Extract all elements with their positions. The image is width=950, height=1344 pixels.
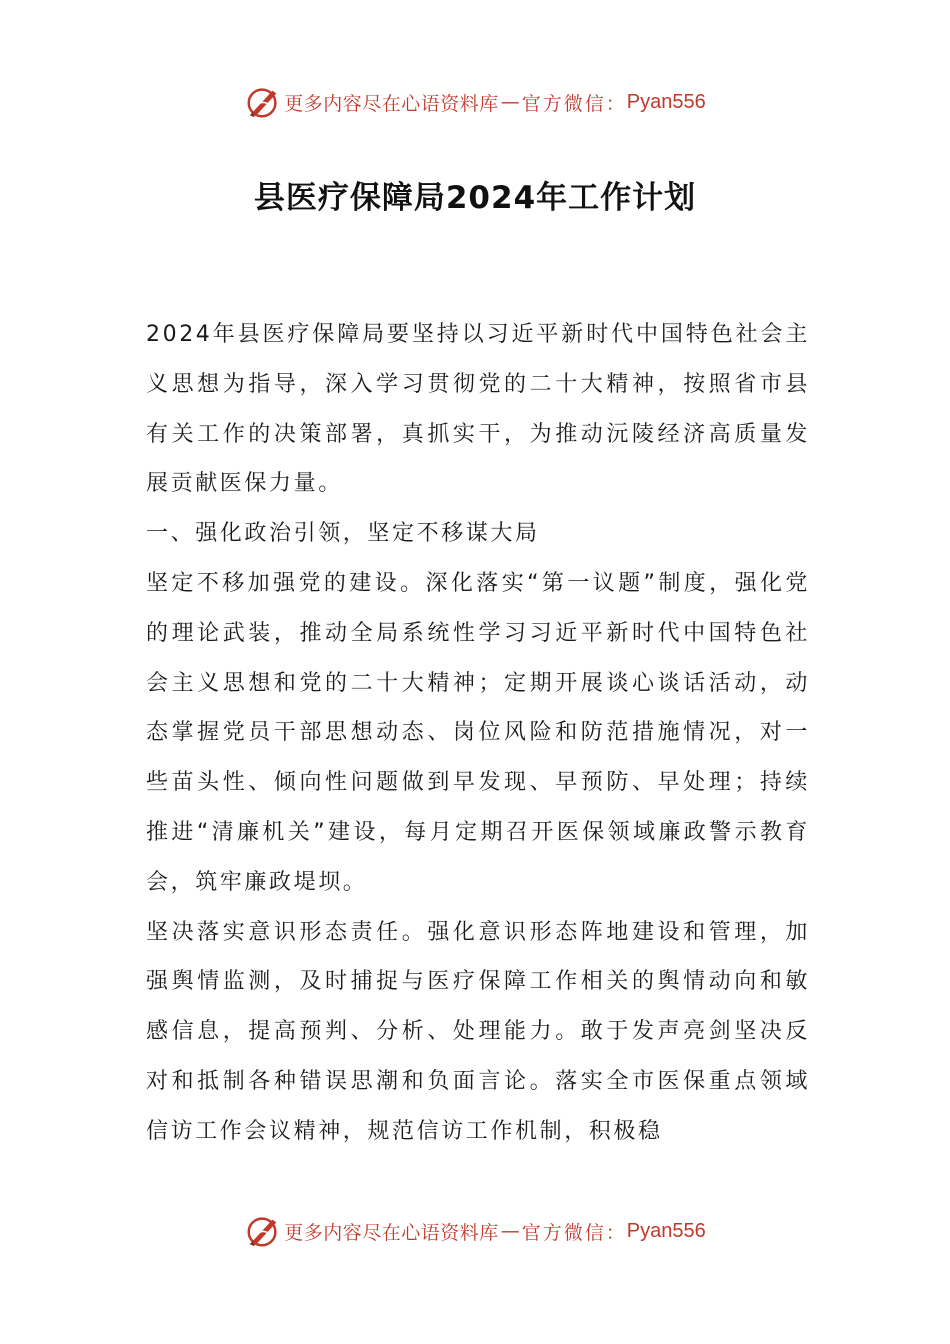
- intro-paragraph: 2024年县医疗保障局要坚持以习近平新时代中国特色社会主义思想为指导，深入学习贯彻党的二十大精神，按照省市县有关工作的决策部署，真抓实干，为推动沅陵经济高质量发展贡献医保力量。: [146, 322, 810, 497]
- banner-dash: —: [500, 1220, 520, 1242]
- banner-label: 官方微信：: [521, 1221, 627, 1244]
- section-heading: 一、强化政治引领，坚定不移谋大局: [146, 521, 540, 547]
- document-body: [146, 310, 810, 1157]
- pen-logo-icon: [244, 1212, 282, 1250]
- banner-wechat-id: Pyan556: [626, 90, 706, 113]
- body-paragraph: 坚决落实意识形态责任。强化意识形态阵地建设和管理，加强舆情监测，及时捕捉与医疗保障工作相关的舆情动向和敏感信息，提高预判、分析、处理能力。敢于发声亮剑坚决反对和抵制各种错误思潮和负面言论。落实全市医保重点领域信访工作会议精神，规范信访工作机制，积极稳: [146, 919, 810, 1144]
- footer-banner: [0, 1211, 950, 1251]
- banner-text: 更多内容尽在心语资料库: [284, 92, 499, 115]
- pen-logo-icon: [244, 83, 282, 121]
- banner-dash: —: [500, 91, 520, 113]
- body-paragraph: 坚定不移加强党的建设。深化落实“第一议题”制度，强化党的理论武装，推动全局系统性学习习近平新时代中国特色社会主义思想和党的二十大精神；定期开展谈心谈话活动，动态掌握党员干部思想动态、岗位风险和防范措施情况，对一些苗头性、倾向性问题做到早发现、早预防、早处理；持续推进“清廉机关”建设，每月定期召开医保领域廉政警示教育会，筑牢廉政堤坝。: [146, 570, 810, 895]
- banner-text: 更多内容尽在心语资料库: [284, 1221, 499, 1244]
- banner-wechat-id: Pyan556: [626, 1219, 706, 1242]
- header-banner: [0, 82, 950, 122]
- document-title: 县医疗保障局2024年工作计划: [253, 180, 697, 216]
- banner-label: 官方微信：: [521, 92, 627, 115]
